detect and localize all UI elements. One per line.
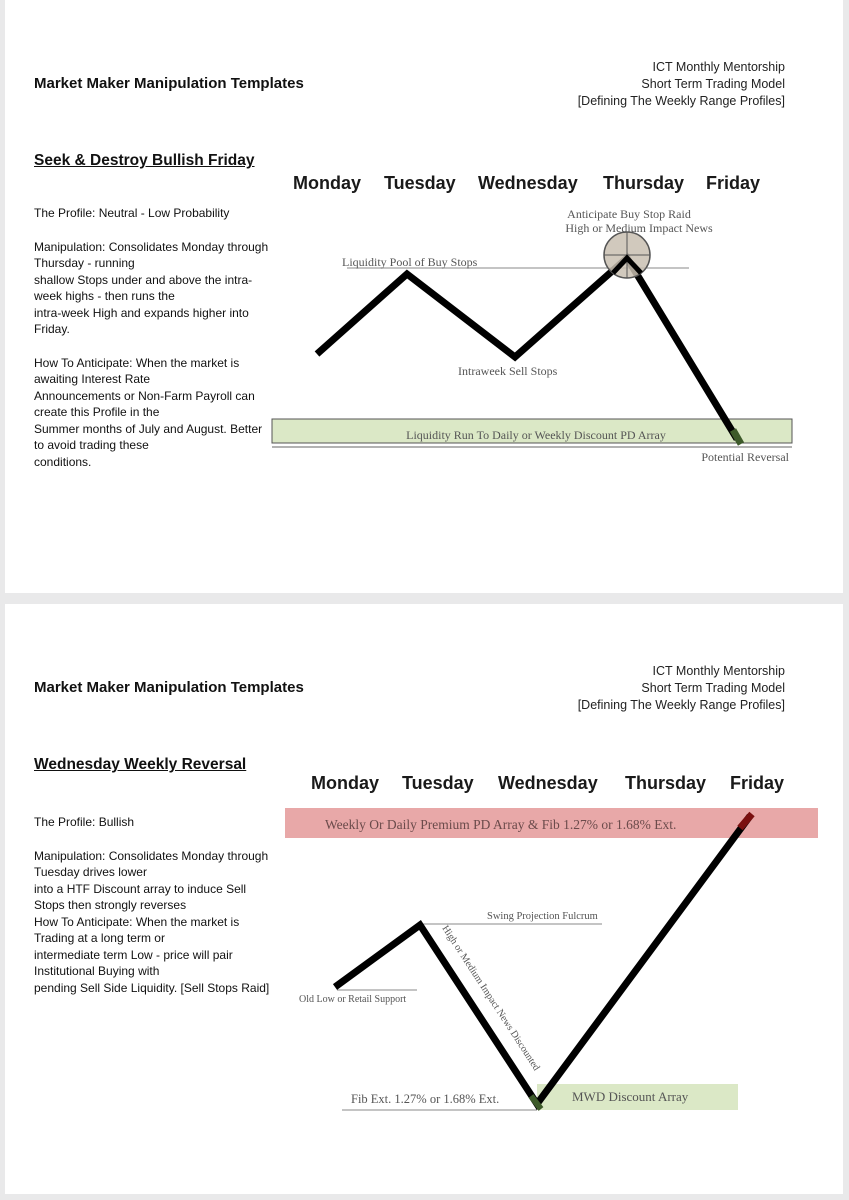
text-line: Summer months of July and August. Better to avoid trading these [34, 421, 263, 452]
text-line: Announcements or Non-Farm Payroll can create this Profile in the [34, 388, 255, 419]
profile-text: The Profile: Bullish [34, 815, 135, 829]
profile-diagram-1 [5, 0, 843, 593]
price-path-line [335, 816, 750, 1104]
swing-fulcrum-label: Swing Projection Fulcrum [487, 911, 598, 922]
liquidity-run-label: Liquidity Run To Daily or Weekly Discount PD Array [406, 428, 666, 442]
day-label-thursday: Thursday [603, 173, 685, 193]
price-path-line [317, 258, 737, 439]
day-label-wednesday: Wednesday [498, 773, 598, 793]
text-line: shallow Stops under and above the intra-week highs - then runs the [34, 272, 253, 303]
mwd-discount-label: MWD Discount Array [572, 1089, 689, 1104]
document-page-1 [5, 0, 843, 593]
text-line: conditions. [34, 454, 92, 469]
text-line: Manipulation: Consolidates Monday through Thursday - running [34, 239, 269, 270]
day-label-wednesday: Wednesday [478, 173, 578, 193]
day-label-monday: Monday [293, 173, 362, 193]
old-low-label: Old Low or Retail Support [299, 994, 407, 1005]
day-label-tuesday: Tuesday [402, 773, 474, 793]
text-line: Manipulation: Consolidates Monday through Tuesday drives lower [34, 848, 269, 879]
text-line: pending Sell Side Liquidity. [Sell Stops Raid] [34, 980, 270, 995]
header-line: [Defining The Weekly Range Profiles] [577, 94, 785, 108]
anticipate-raid-label: Anticipate Buy Stop Raid [567, 207, 691, 221]
section-title: Seek & Destroy Bullish Friday [34, 152, 255, 169]
document-title: Market Maker Manipulation Templates [34, 75, 304, 92]
liquidity-pool-label: Liquidity Pool of Buy Stops [342, 255, 478, 269]
document-page-2 [5, 604, 843, 1194]
text-line: into a HTF Discount array to induce Sell Stops then strongly reverses [34, 881, 247, 912]
profile-diagram-2 [5, 604, 843, 1194]
impact-news-label: High or Medium Impact News [565, 221, 713, 235]
profile-text: The Profile: Neutral - Low Probability [34, 206, 230, 220]
premium-array-label: Weekly Or Daily Premium PD Array & Fib 1.27% or 1.68% Ext. [325, 817, 677, 832]
header-line: ICT Monthly Mentorship [652, 664, 785, 678]
news-discounted-label: High or Medium Impact News Discounted [439, 923, 542, 1073]
day-label-tuesday: Tuesday [384, 173, 456, 193]
header-line: Short Term Trading Model [641, 77, 785, 91]
intraweek-sell-stops-label: Intraweek Sell Stops [458, 364, 558, 378]
potential-reversal-label: Potential Reversal [701, 450, 789, 464]
text-line: intra-week High and expands higher into Friday. [34, 305, 249, 336]
header-line: Short Term Trading Model [641, 681, 785, 695]
header-line: [Defining The Weekly Range Profiles] [577, 698, 785, 712]
document-title: Market Maker Manipulation Templates [34, 679, 304, 696]
day-label-thursday: Thursday [625, 773, 707, 793]
day-label-friday: Friday [730, 773, 785, 793]
text-line: How To Anticipate: When the market is awaiting Interest Rate [34, 355, 240, 386]
fib-ext-label: Fib Ext. 1.27% or 1.68% Ext. [351, 1092, 500, 1106]
header-line: ICT Monthly Mentorship [652, 60, 785, 74]
text-line: How To Anticipate: When the market is Trading at a long term or [34, 914, 240, 945]
text-line: intermediate term Low - price will pair Institutional Buying with [34, 947, 233, 978]
section-title: Wednesday Weekly Reversal [34, 756, 247, 773]
day-label-friday: Friday [706, 173, 761, 193]
day-label-monday: Monday [311, 773, 380, 793]
